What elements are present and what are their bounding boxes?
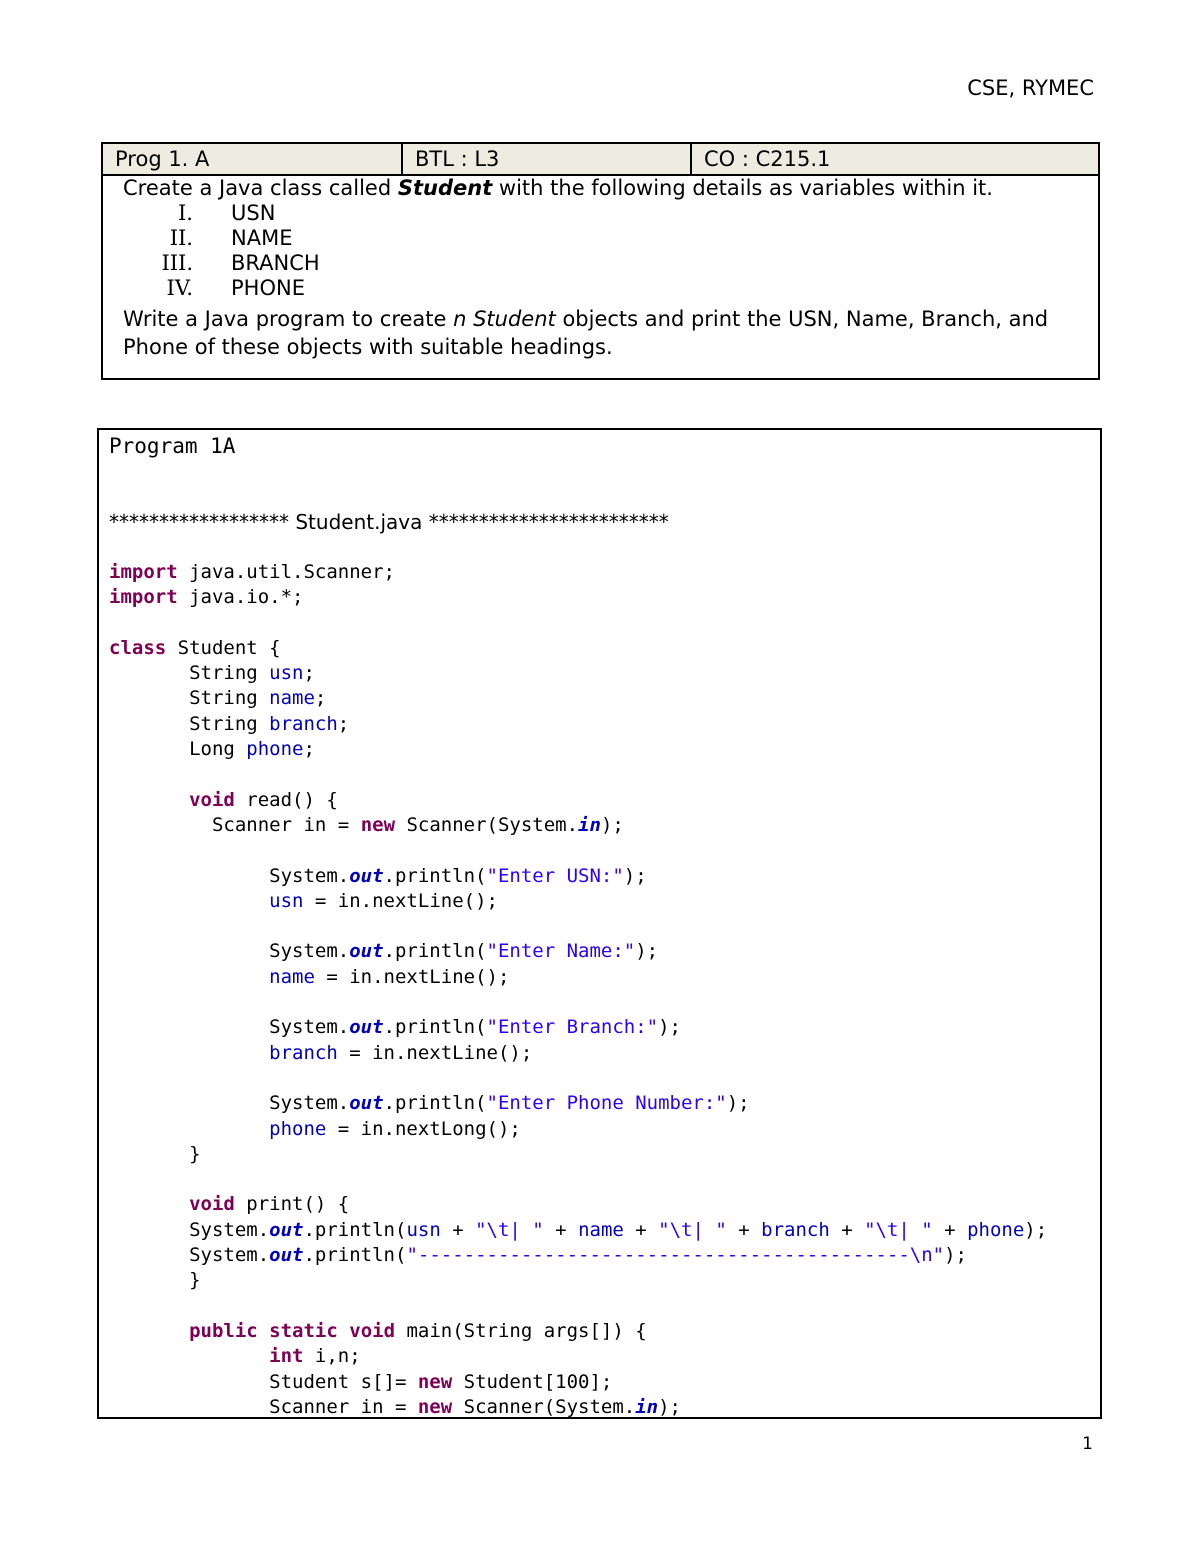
question-task-emphasis: n Student — [453, 307, 556, 331]
program-title: Program 1A — [109, 434, 236, 458]
question-intro — [123, 176, 1086, 201]
java-source-code: import java.util.Scanner; import java.io.*; class Student { String usn; String name; String branch; Long phone; void read() { Scanner in = new Scanner(System.in); System.out.println("Enter USN:"); usn = in.nextLine(); System.out.println("Enter Name:"); name = in.nextLine(); System.out.println("Enter Branch:"); branch = in.nextLine(); System.out.println("Enter Phone Number:"); phone = in.nextLong(); } void print() { System.out.println(usn + "\t| " + name + "\t| " + branch + "\t| " + phone); System.out.println("-------------------------------------------\n"); } public static void main(String args[]) { int i,n; Student s[]= new Student[100]; Scanner in = new Scanner(System.in); — [109, 561, 1048, 1418]
program-spec-table — [101, 142, 1100, 380]
list-item: IV. PHONE — [166, 276, 305, 300]
page-number: 1 — [1082, 1434, 1093, 1454]
program-id-cell: Prog 1. A — [103, 144, 403, 174]
program-spec-header-row — [103, 144, 1098, 176]
question-task — [123, 305, 1086, 361]
variable-list — [123, 201, 1086, 301]
department-header: CSE, RYMEC — [967, 76, 1094, 100]
co-cell: CO : C215.1 — [704, 147, 831, 171]
list-item: II. NAME — [169, 226, 293, 250]
code-listing-box — [97, 428, 1102, 1419]
question-task-text: Write a Java program to create — [123, 307, 454, 331]
list-item: I. USN — [178, 201, 276, 225]
class-name-emphasis: Student — [397, 176, 493, 200]
program-question — [103, 176, 1098, 361]
btl-cell: BTL : L3 — [403, 144, 692, 174]
question-task-rest: objects and print the USN, Name, Branch, and Phone of these objects with suitable headings. — [123, 307, 1049, 359]
file-banner: ****************** Student.java ************************ — [109, 510, 669, 534]
question-intro-rest: with the following details as variables within it. — [492, 176, 993, 200]
question-intro-text: Create a Java class called — [123, 176, 398, 200]
list-item: III. BRANCH — [161, 251, 320, 275]
